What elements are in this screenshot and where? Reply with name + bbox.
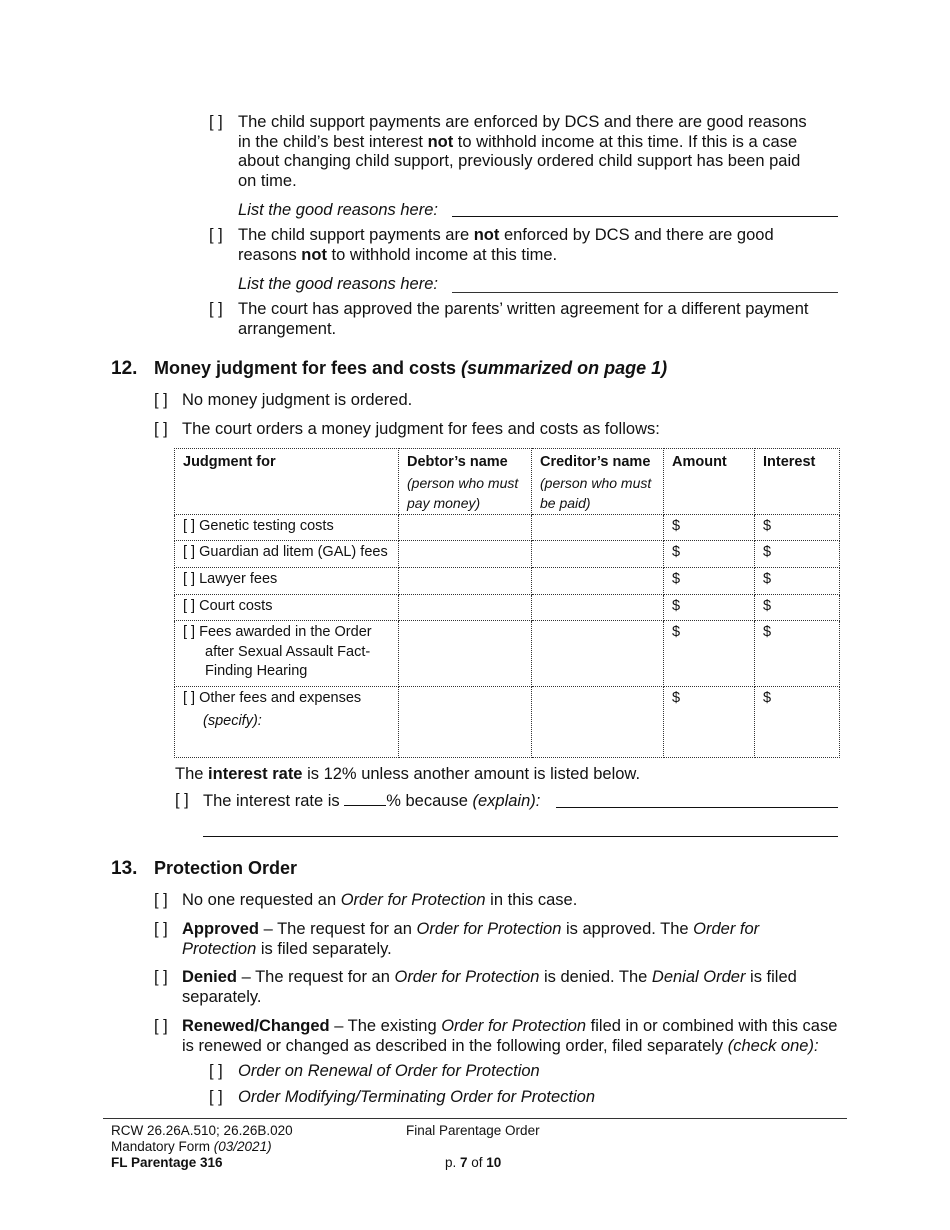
debtor-cell[interactable] <box>399 595 532 621</box>
option-text: The court has approved the parents’ written agreement for a different payment arrangement. <box>238 300 809 338</box>
table-row <box>175 568 840 595</box>
footer-statute: RCW 26.26A.510; 26.26B.020 <box>111 1123 293 1138</box>
row-label[interactable]: [ ] Court costs <box>175 595 399 621</box>
interest-cell[interactable]: $ <box>755 568 840 595</box>
explain-input-line[interactable] <box>556 807 838 808</box>
debtor-cell[interactable] <box>399 568 532 595</box>
row-label[interactable]: [ ] Guardian ad litem (GAL) fees <box>175 541 399 568</box>
debtor-cell[interactable] <box>399 687 532 758</box>
option-money-judgment-label: The court orders a money judgment for fees and costs as follows: <box>182 420 660 438</box>
option-no-request-label: No one requested an Order for Protection in this case. <box>182 891 578 909</box>
section-title: Protection Order <box>154 858 298 878</box>
section-title: Money judgment for fees and costs (summarized on page 1) <box>154 358 668 378</box>
creditor-cell[interactable] <box>532 541 664 568</box>
header-debtor: Debtor’s name (person who must pay money) <box>399 449 532 515</box>
table-row <box>175 515 840 541</box>
header-creditor: Creditor’s name (person who must be paid) <box>532 449 664 515</box>
interest-rate-note: The interest rate is 12% unless another amount is listed below. <box>175 765 641 783</box>
debtor-cell[interactable] <box>399 515 532 541</box>
amount-cell[interactable]: $ <box>664 515 755 541</box>
creditor-cell[interactable] <box>532 621 664 687</box>
checkbox-interest-rate[interactable]: [ ] <box>175 791 189 809</box>
creditor-cell[interactable] <box>532 568 664 595</box>
section-12-heading <box>111 358 811 380</box>
table-row <box>175 541 840 568</box>
creditor-cell[interactable] <box>532 687 664 758</box>
footer-left <box>111 1123 293 1171</box>
interest-cell[interactable]: $ <box>755 515 840 541</box>
header-amount: Amount <box>664 449 755 515</box>
row-label[interactable]: [ ] Fees awarded in the Order after Sexual Assault Fact- Finding Hearing <box>175 621 399 687</box>
table-row <box>175 595 840 621</box>
table-header-row <box>175 449 840 515</box>
option-renewal-order-label: Order on Renewal of Order for Protection <box>238 1062 540 1080</box>
creditor-cell[interactable] <box>532 515 664 541</box>
checkbox-approved[interactable]: [ ] <box>154 920 168 938</box>
option-approved-label: Approved – The request for an Order for Protection is approved. The Order for Protection is filed separately. <box>182 920 760 958</box>
option-modifying-order-label: Order Modifying/Terminating Order for Protection <box>238 1088 596 1106</box>
amount-cell[interactable]: $ <box>664 621 755 687</box>
option-denied-label: Denied – The request for an Order for Protection is denied. The Denial Order is filed separately. <box>182 968 797 1006</box>
debtor-cell[interactable] <box>399 621 532 687</box>
amount-cell[interactable]: $ <box>664 541 755 568</box>
debtor-cell[interactable] <box>399 541 532 568</box>
checkbox-renewed[interactable]: [ ] <box>154 1017 168 1035</box>
section-number: 13. <box>111 858 138 879</box>
row-label[interactable]: [ ] Genetic testing costs <box>175 515 399 541</box>
reasons-input-line[interactable] <box>452 216 838 217</box>
checkbox-modifying-order[interactable]: [ ] <box>209 1088 223 1106</box>
interest-cell[interactable]: $ <box>755 621 840 687</box>
checkbox-written-agreement[interactable]: [ ] <box>209 300 223 318</box>
checkbox-money-judgment[interactable]: [ ] <box>154 420 168 438</box>
checkbox-dcs-enforced[interactable]: [ ] <box>209 113 223 131</box>
creditor-cell[interactable] <box>532 595 664 621</box>
reasons-label: List the good reasons here: <box>238 275 438 293</box>
option-text: The child support payments are not enforced by DCS and there are good reasons not to withhold income at this time. <box>238 226 774 264</box>
footer-mandatory: Mandatory Form (03/2021) <box>111 1139 272 1154</box>
option-no-judgment-label: No money judgment is ordered. <box>182 391 413 409</box>
checkbox-no-request[interactable]: [ ] <box>154 891 168 909</box>
footer-divider <box>103 1118 847 1119</box>
amount-cell[interactable]: $ <box>664 568 755 595</box>
interest-cell[interactable]: $ <box>755 595 840 621</box>
header-judgment-for: Judgment for <box>175 449 399 515</box>
explain-input-line-2[interactable] <box>203 836 838 837</box>
row-label[interactable]: [ ] Other fees and expenses (specify): <box>175 687 399 758</box>
interest-cell[interactable]: $ <box>755 541 840 568</box>
option-renewed-label: Renewed/Changed – The existing Order for Protection filed in or combined with this case is renewed or changed as described in the following order, filed separately (check one): <box>182 1017 838 1055</box>
checkbox-denied[interactable]: [ ] <box>154 968 168 986</box>
section-number: 12. <box>111 358 138 379</box>
fees-table <box>174 448 840 758</box>
reasons-label: List the good reasons here: <box>238 201 438 219</box>
row-label[interactable]: [ ] Lawyer fees <box>175 568 399 595</box>
amount-cell[interactable]: $ <box>664 595 755 621</box>
interest-cell[interactable]: $ <box>755 687 840 758</box>
reasons-input-line[interactable] <box>452 292 838 293</box>
interest-rate-input[interactable] <box>344 791 386 806</box>
footer-form-id: FL Parentage 316 <box>111 1155 223 1170</box>
checkbox-renewal-order[interactable]: [ ] <box>209 1062 223 1080</box>
checkbox-dcs-not-enforced[interactable]: [ ] <box>209 226 223 244</box>
footer-doc-title: Final Parentage Order <box>406 1123 540 1138</box>
interest-rate-line: The interest rate is % because (explain): <box>203 792 541 810</box>
table-row <box>175 687 840 758</box>
header-interest: Interest <box>755 449 840 515</box>
table-row <box>175 621 840 687</box>
section-13-heading <box>111 858 611 880</box>
footer-page-number: p. 7 of 10 <box>445 1155 502 1170</box>
amount-cell[interactable]: $ <box>664 687 755 758</box>
checkbox-no-judgment[interactable]: [ ] <box>154 391 168 409</box>
option-text: The child support payments are enforced by DCS and there are good reasons in the child’s best interest not to withhold income at this time. If this is a case about changing child support, previously ordered child support has been paid on time. <box>238 113 807 190</box>
